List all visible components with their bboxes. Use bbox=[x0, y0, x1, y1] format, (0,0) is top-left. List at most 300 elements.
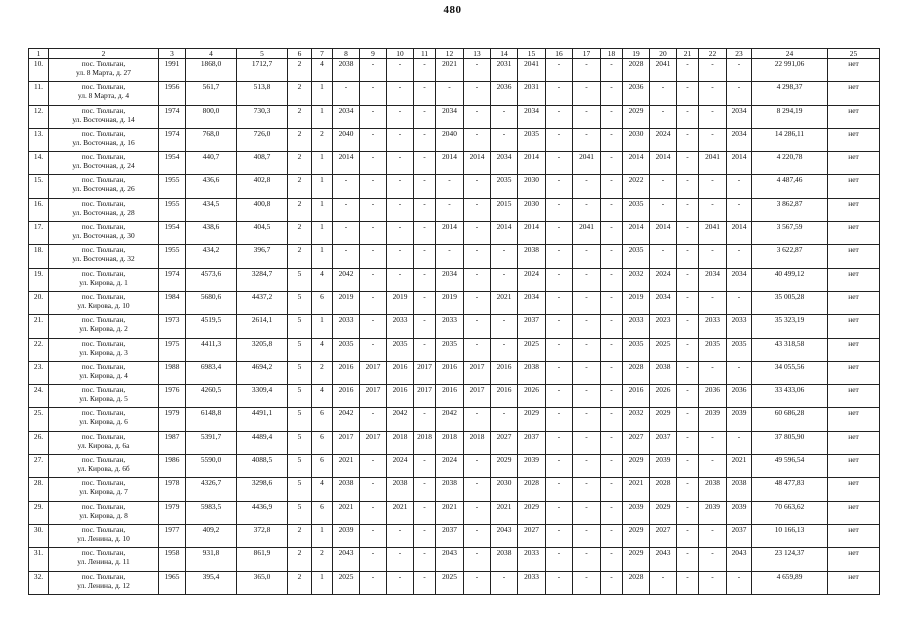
data-cell: 3298,6 bbox=[237, 478, 288, 501]
street-address: ул. Кирова, д. 4 bbox=[79, 370, 128, 380]
data-cell: - bbox=[699, 431, 727, 454]
row-number: 25. bbox=[29, 408, 49, 431]
data-cell: 2042 bbox=[387, 408, 414, 431]
data-cell: 2021 bbox=[387, 501, 414, 524]
data-cell: 1 bbox=[312, 82, 333, 105]
data-cell: - bbox=[677, 245, 699, 268]
data-cell: 2025 bbox=[436, 571, 464, 594]
data-cell: - bbox=[573, 245, 601, 268]
data-cell: 6 bbox=[312, 431, 333, 454]
data-cell: - bbox=[414, 478, 436, 501]
data-cell: - bbox=[677, 408, 699, 431]
data-cell: 2038 bbox=[333, 478, 360, 501]
data-cell: - bbox=[727, 59, 752, 82]
data-cell: - bbox=[601, 105, 623, 128]
data-cell: 2033 bbox=[699, 315, 727, 338]
data-cell: - bbox=[677, 501, 699, 524]
row-number: 28. bbox=[29, 478, 49, 501]
data-cell: - bbox=[387, 571, 414, 594]
cost-cell: 48 477,83 bbox=[752, 478, 828, 501]
data-cell: - bbox=[546, 268, 573, 291]
data-cell: - bbox=[699, 105, 727, 128]
table-row bbox=[29, 291, 880, 314]
data-cell: 4 bbox=[312, 268, 333, 291]
data-cell: - bbox=[387, 82, 414, 105]
data-cell: - bbox=[601, 478, 623, 501]
data-cell: - bbox=[387, 524, 414, 547]
data-cell: 2040 bbox=[436, 128, 464, 151]
data-cell: - bbox=[360, 408, 387, 431]
cost-cell: 33 433,06 bbox=[752, 385, 828, 408]
data-cell: - bbox=[601, 268, 623, 291]
data-cell: 2016 bbox=[436, 385, 464, 408]
data-cell: - bbox=[699, 361, 727, 384]
column-header: 21 bbox=[677, 49, 699, 59]
data-cell: 2042 bbox=[333, 268, 360, 291]
data-cell: - bbox=[464, 524, 491, 547]
data-cell: - bbox=[601, 315, 623, 338]
data-cell: 2021 bbox=[491, 291, 518, 314]
data-cell: 768,0 bbox=[186, 128, 237, 151]
street-address: ул. Кирова, д. 2 bbox=[79, 324, 128, 334]
data-cell: 2036 bbox=[623, 82, 650, 105]
table-row bbox=[29, 431, 880, 454]
table-row bbox=[29, 175, 880, 198]
data-cell: 2034 bbox=[518, 105, 546, 128]
data-cell: 396,7 bbox=[237, 245, 288, 268]
repair-flag-cell: нет bbox=[828, 501, 880, 524]
street-address: ул. Кирова, д. 6а bbox=[77, 440, 130, 450]
cost-cell: 14 286,11 bbox=[752, 128, 828, 151]
data-cell: 2041 bbox=[699, 222, 727, 245]
cost-cell: 40 499,12 bbox=[752, 268, 828, 291]
data-cell: 6 bbox=[312, 408, 333, 431]
data-cell: - bbox=[360, 455, 387, 478]
data-cell: - bbox=[360, 548, 387, 571]
data-cell: 800,0 bbox=[186, 105, 237, 128]
data-cell: 1954 bbox=[159, 152, 186, 175]
data-cell: - bbox=[601, 291, 623, 314]
data-cell: 2028 bbox=[623, 59, 650, 82]
data-cell: 2024 bbox=[436, 455, 464, 478]
data-cell: 6 bbox=[312, 291, 333, 314]
address-cell bbox=[49, 105, 159, 128]
data-cell: 2033 bbox=[387, 315, 414, 338]
data-cell: - bbox=[677, 105, 699, 128]
data-cell: 2026 bbox=[650, 385, 677, 408]
data-cell: 2039 bbox=[727, 408, 752, 431]
data-cell: 2029 bbox=[623, 105, 650, 128]
data-cell: 2041 bbox=[573, 152, 601, 175]
data-cell: - bbox=[699, 82, 727, 105]
row-number: 16. bbox=[29, 198, 49, 221]
data-cell: - bbox=[546, 59, 573, 82]
street-address: ул. Кирова, д. 3 bbox=[79, 347, 128, 357]
column-header: 24 bbox=[752, 49, 828, 59]
data-cell: 2029 bbox=[623, 455, 650, 478]
address-cell bbox=[49, 338, 159, 361]
data-cell: 1978 bbox=[159, 478, 186, 501]
data-cell: 1956 bbox=[159, 82, 186, 105]
data-cell: - bbox=[677, 478, 699, 501]
address-cell bbox=[49, 361, 159, 384]
data-cell: 2021 bbox=[436, 59, 464, 82]
data-cell: 2614,1 bbox=[237, 315, 288, 338]
data-cell: - bbox=[546, 431, 573, 454]
data-cell: 1974 bbox=[159, 128, 186, 151]
data-cell: 6 bbox=[312, 501, 333, 524]
data-cell: - bbox=[727, 198, 752, 221]
cost-cell: 4 220,78 bbox=[752, 152, 828, 175]
data-cell: 2021 bbox=[623, 478, 650, 501]
data-cell: - bbox=[677, 338, 699, 361]
settlement-name: пос. Тюльган, bbox=[81, 222, 126, 232]
data-cell: - bbox=[464, 408, 491, 431]
data-cell: - bbox=[491, 571, 518, 594]
settlement-name: пос. Тюльган, bbox=[81, 268, 126, 278]
street-address: ул. Восточная, д. 26 bbox=[72, 184, 135, 194]
street-address: ул. Восточная, д. 30 bbox=[72, 231, 135, 241]
data-cell: 2016 bbox=[387, 361, 414, 384]
data-cell: - bbox=[464, 245, 491, 268]
data-cell: - bbox=[464, 315, 491, 338]
data-cell: - bbox=[699, 548, 727, 571]
data-cell: 2034 bbox=[436, 268, 464, 291]
data-cell: 2029 bbox=[518, 501, 546, 524]
data-cell: - bbox=[573, 385, 601, 408]
data-cell: 2016 bbox=[436, 361, 464, 384]
data-cell: - bbox=[573, 338, 601, 361]
data-cell: 1988 bbox=[159, 361, 186, 384]
address-cell bbox=[49, 315, 159, 338]
data-cell: 2027 bbox=[491, 431, 518, 454]
data-cell: - bbox=[414, 501, 436, 524]
data-cell: 2034 bbox=[333, 105, 360, 128]
settlement-name: пос. Тюльган, bbox=[81, 128, 126, 138]
data-cell: 2038 bbox=[436, 478, 464, 501]
column-header: 25 bbox=[828, 49, 880, 59]
address-cell bbox=[49, 548, 159, 571]
data-cell: 1 bbox=[312, 105, 333, 128]
data-cell: 2014 bbox=[650, 152, 677, 175]
data-cell: 2027 bbox=[650, 524, 677, 547]
data-cell: 2036 bbox=[491, 82, 518, 105]
data-cell: 2016 bbox=[491, 361, 518, 384]
data-cell: - bbox=[727, 82, 752, 105]
data-cell: 2014 bbox=[727, 152, 752, 175]
data-cell: - bbox=[414, 245, 436, 268]
data-cell: 2043 bbox=[491, 524, 518, 547]
data-cell: - bbox=[464, 59, 491, 82]
street-address: ул. Кирова, д. 1 bbox=[79, 277, 128, 287]
data-cell: 2016 bbox=[623, 385, 650, 408]
data-cell: 2021 bbox=[491, 501, 518, 524]
address-cell bbox=[49, 268, 159, 291]
data-cell: 1954 bbox=[159, 222, 186, 245]
street-address: ул. Кирова, д. 6 bbox=[79, 417, 128, 427]
data-cell: - bbox=[360, 222, 387, 245]
data-cell: 1979 bbox=[159, 408, 186, 431]
data-cell: - bbox=[491, 338, 518, 361]
data-cell: - bbox=[387, 59, 414, 82]
data-cell: 2033 bbox=[727, 315, 752, 338]
repair-flag-cell: нет bbox=[828, 315, 880, 338]
data-cell: - bbox=[573, 501, 601, 524]
data-cell: 434,5 bbox=[186, 198, 237, 221]
cost-cell: 23 124,37 bbox=[752, 548, 828, 571]
data-cell: 5680,6 bbox=[186, 291, 237, 314]
street-address: ул. Ленина, д. 10 bbox=[77, 533, 130, 543]
data-cell: - bbox=[360, 245, 387, 268]
address-cell bbox=[49, 571, 159, 594]
data-cell: - bbox=[573, 431, 601, 454]
data-cell: 2037 bbox=[518, 431, 546, 454]
data-cell: 2035 bbox=[491, 175, 518, 198]
data-cell: 2034 bbox=[727, 105, 752, 128]
data-cell: 2038 bbox=[650, 361, 677, 384]
data-cell: 2038 bbox=[518, 361, 546, 384]
data-cell: 2034 bbox=[727, 268, 752, 291]
data-cell: 2033 bbox=[518, 548, 546, 571]
data-cell: - bbox=[546, 105, 573, 128]
data-cell: 4 bbox=[312, 385, 333, 408]
data-cell: 1974 bbox=[159, 268, 186, 291]
row-number: 32. bbox=[29, 571, 49, 594]
data-cell: - bbox=[677, 152, 699, 175]
data-cell: 1955 bbox=[159, 198, 186, 221]
address-cell bbox=[49, 198, 159, 221]
data-cell: - bbox=[414, 571, 436, 594]
table-row bbox=[29, 408, 880, 431]
data-cell: - bbox=[573, 198, 601, 221]
data-cell: - bbox=[601, 222, 623, 245]
data-cell: - bbox=[387, 128, 414, 151]
data-cell: 2017 bbox=[464, 361, 491, 384]
data-cell: 2014 bbox=[491, 222, 518, 245]
data-cell: - bbox=[464, 455, 491, 478]
data-cell: - bbox=[601, 408, 623, 431]
data-cell: - bbox=[727, 245, 752, 268]
repair-flag-cell: нет bbox=[828, 571, 880, 594]
data-cell: - bbox=[601, 128, 623, 151]
data-cell: - bbox=[464, 222, 491, 245]
repair-flag-cell: нет bbox=[828, 245, 880, 268]
data-cell: 2030 bbox=[518, 198, 546, 221]
data-cell: 2043 bbox=[650, 548, 677, 571]
column-header: 22 bbox=[699, 49, 727, 59]
data-cell: - bbox=[436, 198, 464, 221]
data-cell: - bbox=[546, 408, 573, 431]
data-cell: 2 bbox=[288, 198, 312, 221]
data-cell: 2 bbox=[288, 524, 312, 547]
data-cell: 2038 bbox=[518, 245, 546, 268]
data-cell: - bbox=[677, 571, 699, 594]
data-cell: 434,2 bbox=[186, 245, 237, 268]
settlement-name: пос. Тюльган, bbox=[81, 478, 126, 488]
repair-flag-cell: нет bbox=[828, 338, 880, 361]
data-cell: 4694,2 bbox=[237, 361, 288, 384]
cost-cell: 4 659,89 bbox=[752, 571, 828, 594]
column-header: 3 bbox=[159, 49, 186, 59]
table-row bbox=[29, 315, 880, 338]
data-cell: 2038 bbox=[699, 478, 727, 501]
table-row bbox=[29, 361, 880, 384]
data-cell: - bbox=[491, 408, 518, 431]
column-header: 15 bbox=[518, 49, 546, 59]
column-header: 7 bbox=[312, 49, 333, 59]
data-cell: 1 bbox=[312, 198, 333, 221]
data-cell: - bbox=[699, 59, 727, 82]
address-cell bbox=[49, 291, 159, 314]
data-cell: 2039 bbox=[727, 501, 752, 524]
settlement-name: пос. Тюльган, bbox=[81, 152, 126, 162]
repair-flag-cell: нет bbox=[828, 152, 880, 175]
settlement-name: пос. Тюльган, bbox=[81, 291, 126, 301]
data-cell: 436,6 bbox=[186, 175, 237, 198]
table-row bbox=[29, 82, 880, 105]
data-cell: - bbox=[546, 361, 573, 384]
row-number: 29. bbox=[29, 501, 49, 524]
data-cell: - bbox=[360, 59, 387, 82]
data-cell: - bbox=[464, 478, 491, 501]
data-cell: 5 bbox=[288, 361, 312, 384]
column-header: 4 bbox=[186, 49, 237, 59]
settlement-name: пос. Тюльган, bbox=[81, 198, 126, 208]
data-cell: 2031 bbox=[491, 59, 518, 82]
table-row bbox=[29, 385, 880, 408]
address-cell bbox=[49, 222, 159, 245]
data-cell: - bbox=[387, 222, 414, 245]
data-cell: - bbox=[360, 315, 387, 338]
data-cell: 5590,0 bbox=[186, 455, 237, 478]
data-cell: 2018 bbox=[414, 431, 436, 454]
repair-flag-cell: нет bbox=[828, 59, 880, 82]
data-cell: 1986 bbox=[159, 455, 186, 478]
settlement-name: пос. Тюльган, bbox=[81, 245, 126, 255]
data-cell: - bbox=[333, 245, 360, 268]
repair-flag-cell: нет bbox=[828, 198, 880, 221]
data-cell: 2034 bbox=[436, 105, 464, 128]
data-cell: - bbox=[601, 431, 623, 454]
data-cell: 2035 bbox=[623, 245, 650, 268]
data-cell: 2034 bbox=[491, 152, 518, 175]
data-cell: - bbox=[360, 175, 387, 198]
data-cell: - bbox=[464, 198, 491, 221]
row-number: 26. bbox=[29, 431, 49, 454]
repair-flag-cell: нет bbox=[828, 478, 880, 501]
data-cell: 395,4 bbox=[186, 571, 237, 594]
column-header: 17 bbox=[573, 49, 601, 59]
table-row bbox=[29, 198, 880, 221]
data-cell: 2016 bbox=[491, 385, 518, 408]
data-cell: - bbox=[727, 175, 752, 198]
data-cell: - bbox=[360, 524, 387, 547]
settlement-name: пос. Тюльган, bbox=[81, 338, 126, 348]
column-header: 23 bbox=[727, 49, 752, 59]
data-cell: - bbox=[360, 268, 387, 291]
data-cell: - bbox=[414, 338, 436, 361]
cost-cell: 34 055,56 bbox=[752, 361, 828, 384]
column-header: 14 bbox=[491, 49, 518, 59]
data-cell: 2039 bbox=[699, 408, 727, 431]
street-address: ул. Восточная, д. 24 bbox=[72, 161, 135, 171]
table-body bbox=[29, 59, 880, 595]
data-cell: 3284,7 bbox=[237, 268, 288, 291]
data-cell: 2017 bbox=[414, 385, 436, 408]
row-number: 22. bbox=[29, 338, 49, 361]
data-cell: 2028 bbox=[623, 571, 650, 594]
data-cell: 2027 bbox=[518, 524, 546, 547]
data-cell: - bbox=[464, 501, 491, 524]
data-cell: - bbox=[601, 245, 623, 268]
cost-cell: 35 005,28 bbox=[752, 291, 828, 314]
data-cell: 2021 bbox=[333, 455, 360, 478]
data-cell: 2018 bbox=[464, 431, 491, 454]
data-cell: 6 bbox=[312, 455, 333, 478]
data-cell: 4519,5 bbox=[186, 315, 237, 338]
data-cell: - bbox=[360, 478, 387, 501]
data-cell: 1976 bbox=[159, 385, 186, 408]
data-cell: 2034 bbox=[650, 291, 677, 314]
data-cell: 2043 bbox=[436, 548, 464, 571]
data-cell: 2029 bbox=[623, 524, 650, 547]
data-cell: 2014 bbox=[650, 222, 677, 245]
data-cell: 726,0 bbox=[237, 128, 288, 151]
column-header: 1 bbox=[29, 49, 49, 59]
data-cell: - bbox=[464, 338, 491, 361]
data-cell: 2014 bbox=[518, 152, 546, 175]
data-cell: 4436,9 bbox=[237, 501, 288, 524]
data-cell: 1 bbox=[312, 315, 333, 338]
data-cell: 5 bbox=[288, 315, 312, 338]
data-cell: 2014 bbox=[436, 152, 464, 175]
data-cell: 1955 bbox=[159, 245, 186, 268]
street-address: ул. Восточная, д. 16 bbox=[72, 137, 135, 147]
data-cell: 2022 bbox=[623, 175, 650, 198]
data-cell: - bbox=[414, 291, 436, 314]
data-cell: - bbox=[573, 268, 601, 291]
data-cell: 2014 bbox=[518, 222, 546, 245]
data-cell: 1977 bbox=[159, 524, 186, 547]
data-cell: - bbox=[727, 431, 752, 454]
data-cell: 4 bbox=[312, 478, 333, 501]
data-cell: 402,8 bbox=[237, 175, 288, 198]
data-cell: - bbox=[436, 82, 464, 105]
column-header: 12 bbox=[436, 49, 464, 59]
data-cell: 2029 bbox=[623, 548, 650, 571]
data-cell: 2034 bbox=[699, 268, 727, 291]
address-cell bbox=[49, 524, 159, 547]
data-cell: 2 bbox=[288, 59, 312, 82]
cost-cell: 4 487,46 bbox=[752, 175, 828, 198]
data-cell: - bbox=[414, 152, 436, 175]
data-cell: 1 bbox=[312, 571, 333, 594]
table-row bbox=[29, 222, 880, 245]
row-number: 30. bbox=[29, 524, 49, 547]
data-cell: 2039 bbox=[699, 501, 727, 524]
settlement-name: пос. Тюльган, bbox=[81, 175, 126, 185]
data-cell: 2041 bbox=[573, 222, 601, 245]
data-cell: 2036 bbox=[699, 385, 727, 408]
data-cell: 2024 bbox=[650, 128, 677, 151]
data-cell: 2037 bbox=[436, 524, 464, 547]
data-cell: 2017 bbox=[333, 431, 360, 454]
column-number-row bbox=[29, 49, 880, 59]
row-number: 18. bbox=[29, 245, 49, 268]
cost-cell: 4 298,37 bbox=[752, 82, 828, 105]
data-cell: 365,0 bbox=[237, 571, 288, 594]
data-cell: - bbox=[677, 268, 699, 291]
